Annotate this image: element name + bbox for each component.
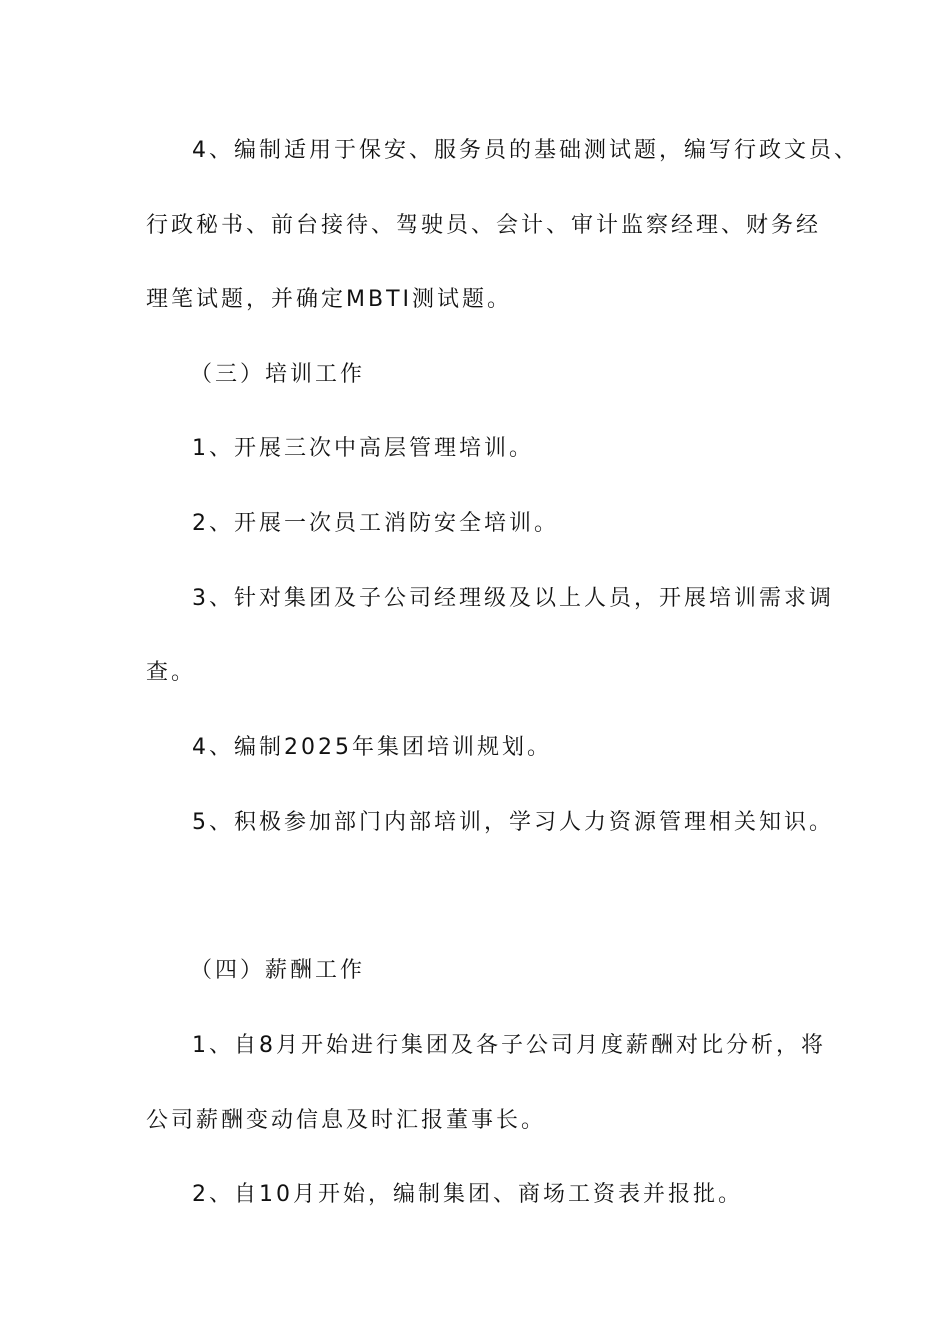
recruit-item-4-line-2: 行政秘书、前台接待、驾驶员、会计、审计监察经理、财务经 [146, 213, 822, 238]
training-item-2: 2、开展一次员工消防安全培训。 [192, 511, 559, 536]
section-heading-salary: （四）薪酬工作 [190, 958, 366, 983]
salary-item-2: 2、自10月开始，编制集团、商场工资表并报批。 [192, 1182, 743, 1207]
training-item-5: 5、积极参加部门内部培训，学习人力资源管理相关知识。 [192, 810, 834, 835]
salary-item-1-line-2: 公司薪酬变动信息及时汇报董事长。 [146, 1108, 547, 1133]
training-item-4: 4、编制2025年集团培训规划。 [192, 735, 552, 760]
recruit-item-4-line-1: 4、编制适用于保安、服务员的基础测试题，编写行政文员、 [192, 138, 859, 163]
training-item-3-line-2: 查。 [146, 660, 197, 685]
section-heading-training: （三）培训工作 [190, 362, 366, 387]
salary-item-1-line-1: 1、自8月开始进行集团及各子公司月度薪酬对比分析，将 [192, 1033, 826, 1058]
training-item-3-line-1: 3、针对集团及子公司经理级及以上人员，开展培训需求调 [192, 586, 834, 611]
recruit-item-4-line-3: 理笔试题，并确定MBTI测试题。 [146, 287, 513, 312]
training-item-1: 1、开展三次中高层管理培训。 [192, 436, 534, 461]
